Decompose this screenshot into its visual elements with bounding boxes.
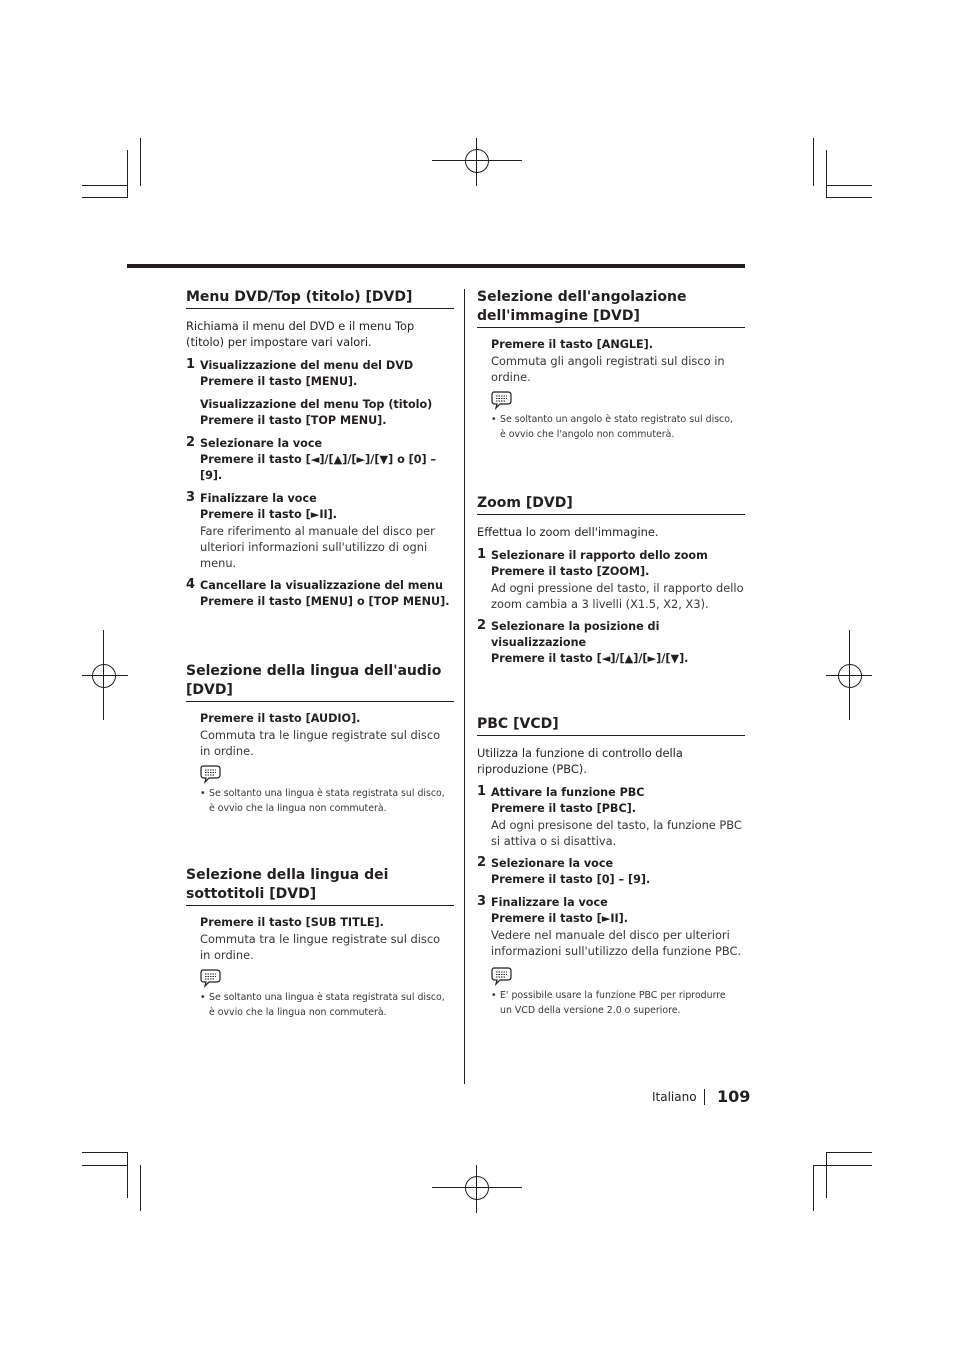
section-pbc <box>477 715 745 1018</box>
note-text: Se soltanto un angolo è stato registrato sul disco, è ovvio che l'angolo non commuterà. <box>500 414 733 440</box>
step-title: Cancellare la visualizzazione del menu <box>200 579 443 592</box>
section-dvd-menu <box>186 288 454 610</box>
left-column <box>186 288 454 1020</box>
note-icon <box>491 966 513 986</box>
note: • Se soltanto un angolo è stato registrato sul disco, è ovvio che l'angolo non commuterà. <box>491 414 733 440</box>
footer-separator <box>704 1089 705 1105</box>
step-sub-instruction: Premere il tasto [TOP MENU]. <box>200 414 387 427</box>
step-body: Fare riferimento al manuale del disco per ulteriori informazioni sull'utilizzo di ogni menu. <box>200 524 435 570</box>
step-title: Selezionare la voce <box>491 857 614 870</box>
step-instruction: Premere il tasto [►II]. <box>491 912 629 925</box>
note: • Se soltanto una lingua è stata registrata sul disco, è ovvio che la lingua non commuterà. <box>200 788 445 814</box>
step-3 <box>186 491 454 571</box>
section-subtitle-language <box>186 866 454 1020</box>
note-icon <box>200 968 222 988</box>
step-instruction: Premere il tasto [0] – [9]. <box>491 873 651 886</box>
step-instruction: Premere il tasto [PBC]. <box>491 802 637 815</box>
body-text: Commuta tra le lingue registrate sul disco in ordine. <box>200 932 441 962</box>
step-3 <box>477 895 745 959</box>
step-1 <box>477 785 745 849</box>
step-title: Selezionare la posizione di visualizzazione <box>491 620 660 649</box>
step-title: Selezionare il rapporto dello zoom <box>491 549 708 562</box>
section-audio-language <box>186 662 454 816</box>
step-title: Finalizzare la voce <box>200 492 317 505</box>
step-number: 2 <box>477 618 487 633</box>
step-instruction: Premere il tasto [ZOOM]. <box>491 565 650 578</box>
body-text: Commuta tra le lingue registrate sul disco in ordine. <box>200 728 441 758</box>
step-body: Ad ogni presisone del tasto, la funzione PBC si attiva o si disattiva. <box>491 818 742 848</box>
note: • Se soltanto una lingua è stata registrata sul disco, è ovvio che la lingua non commuterà. <box>200 992 445 1018</box>
step-subtitle: Visualizzazione del menu Top (titolo) <box>200 398 433 411</box>
step-1 <box>477 548 745 612</box>
step-title: Selezionare la voce <box>200 437 323 450</box>
section-angle <box>477 288 745 442</box>
section-intro: Utilizza la funzione di controllo della riproduzione (PBC). <box>477 746 683 776</box>
step-instruction: Premere il tasto [►II]. <box>200 508 338 521</box>
step-number: 3 <box>186 490 196 505</box>
column-divider <box>464 289 465 1084</box>
section-title: PBC [VCD] <box>477 715 745 736</box>
section-title: Zoom [DVD] <box>477 494 745 515</box>
step-2 <box>186 436 454 484</box>
step-body: Vedere nel manuale del disco per ulteriori informazioni sull'utilizzo della funzione PBC. <box>491 928 742 958</box>
step-instruction: Premere il tasto [MENU] o [TOP MENU]. <box>200 595 450 608</box>
step-instruction: Premere il tasto [◄]/[▲]/[►]/[▼]. <box>491 652 689 665</box>
note: • E' possibile usare la funzione PBC per riprodurre un VCD della versione 2.0 o superiore. <box>491 990 726 1016</box>
section-zoom <box>477 494 745 667</box>
step-2 <box>477 856 745 888</box>
step-number: 2 <box>477 855 487 870</box>
step-title: Attivare la funzione PBC <box>491 786 645 799</box>
section-title: Selezione dell'angolazione dell'immagine [DVD] <box>477 288 745 328</box>
section-intro: Effettua lo zoom dell'immagine. <box>477 525 659 539</box>
note-icon <box>200 764 222 784</box>
step-instruction: Premere il tasto [◄]/[▲]/[►]/[▼] o [0] – [9]. <box>200 453 437 482</box>
note-text: E' possibile usare la funzione PBC per riprodurre un VCD della versione 2.0 o superiore. <box>500 990 726 1016</box>
instruction: Premere il tasto [SUB TITLE]. <box>200 916 384 929</box>
note-text: Se soltanto una lingua è stata registrata sul disco, è ovvio che la lingua non commuterà. <box>209 992 445 1018</box>
body-text: Commuta gli angoli registrati sul disco in ordine. <box>491 354 725 384</box>
step-number: 1 <box>186 357 196 372</box>
page-number: 109 <box>717 1087 751 1106</box>
step-title: Finalizzare la voce <box>491 896 608 909</box>
step-number: 4 <box>186 577 196 592</box>
note-text: Se soltanto una lingua è stata registrata sul disco, è ovvio che la lingua non commuterà. <box>209 788 445 814</box>
footer-language: Italiano <box>652 1090 697 1104</box>
right-column <box>477 288 745 1018</box>
step-2 <box>477 619 745 667</box>
step-body: Ad ogni pressione del tasto, il rapporto dello zoom cambia a 3 livelli (X1.5, X2, X3). <box>491 581 744 611</box>
step-number: 3 <box>477 894 487 909</box>
note-icon <box>491 390 513 410</box>
step-number: 2 <box>186 435 196 450</box>
step-instruction: Premere il tasto [MENU]. <box>200 375 358 388</box>
section-title: Selezione della lingua dei sottotitoli [DVD] <box>186 866 454 906</box>
header-rule <box>127 264 745 268</box>
instruction: Premere il tasto [ANGLE]. <box>491 338 654 351</box>
step-number: 1 <box>477 784 487 799</box>
step-title: Visualizzazione del menu del DVD <box>200 359 414 372</box>
step-4 <box>186 578 454 610</box>
step-number: 1 <box>477 547 487 562</box>
step-1 <box>186 358 454 429</box>
section-title: Selezione della lingua dell'audio [DVD] <box>186 662 454 702</box>
section-intro: Richiama il menu del DVD e il menu Top (titolo) per impostare vari valori. <box>186 319 415 349</box>
instruction: Premere il tasto [AUDIO]. <box>200 712 361 725</box>
section-title: Menu DVD/Top (titolo) [DVD] <box>186 288 454 309</box>
